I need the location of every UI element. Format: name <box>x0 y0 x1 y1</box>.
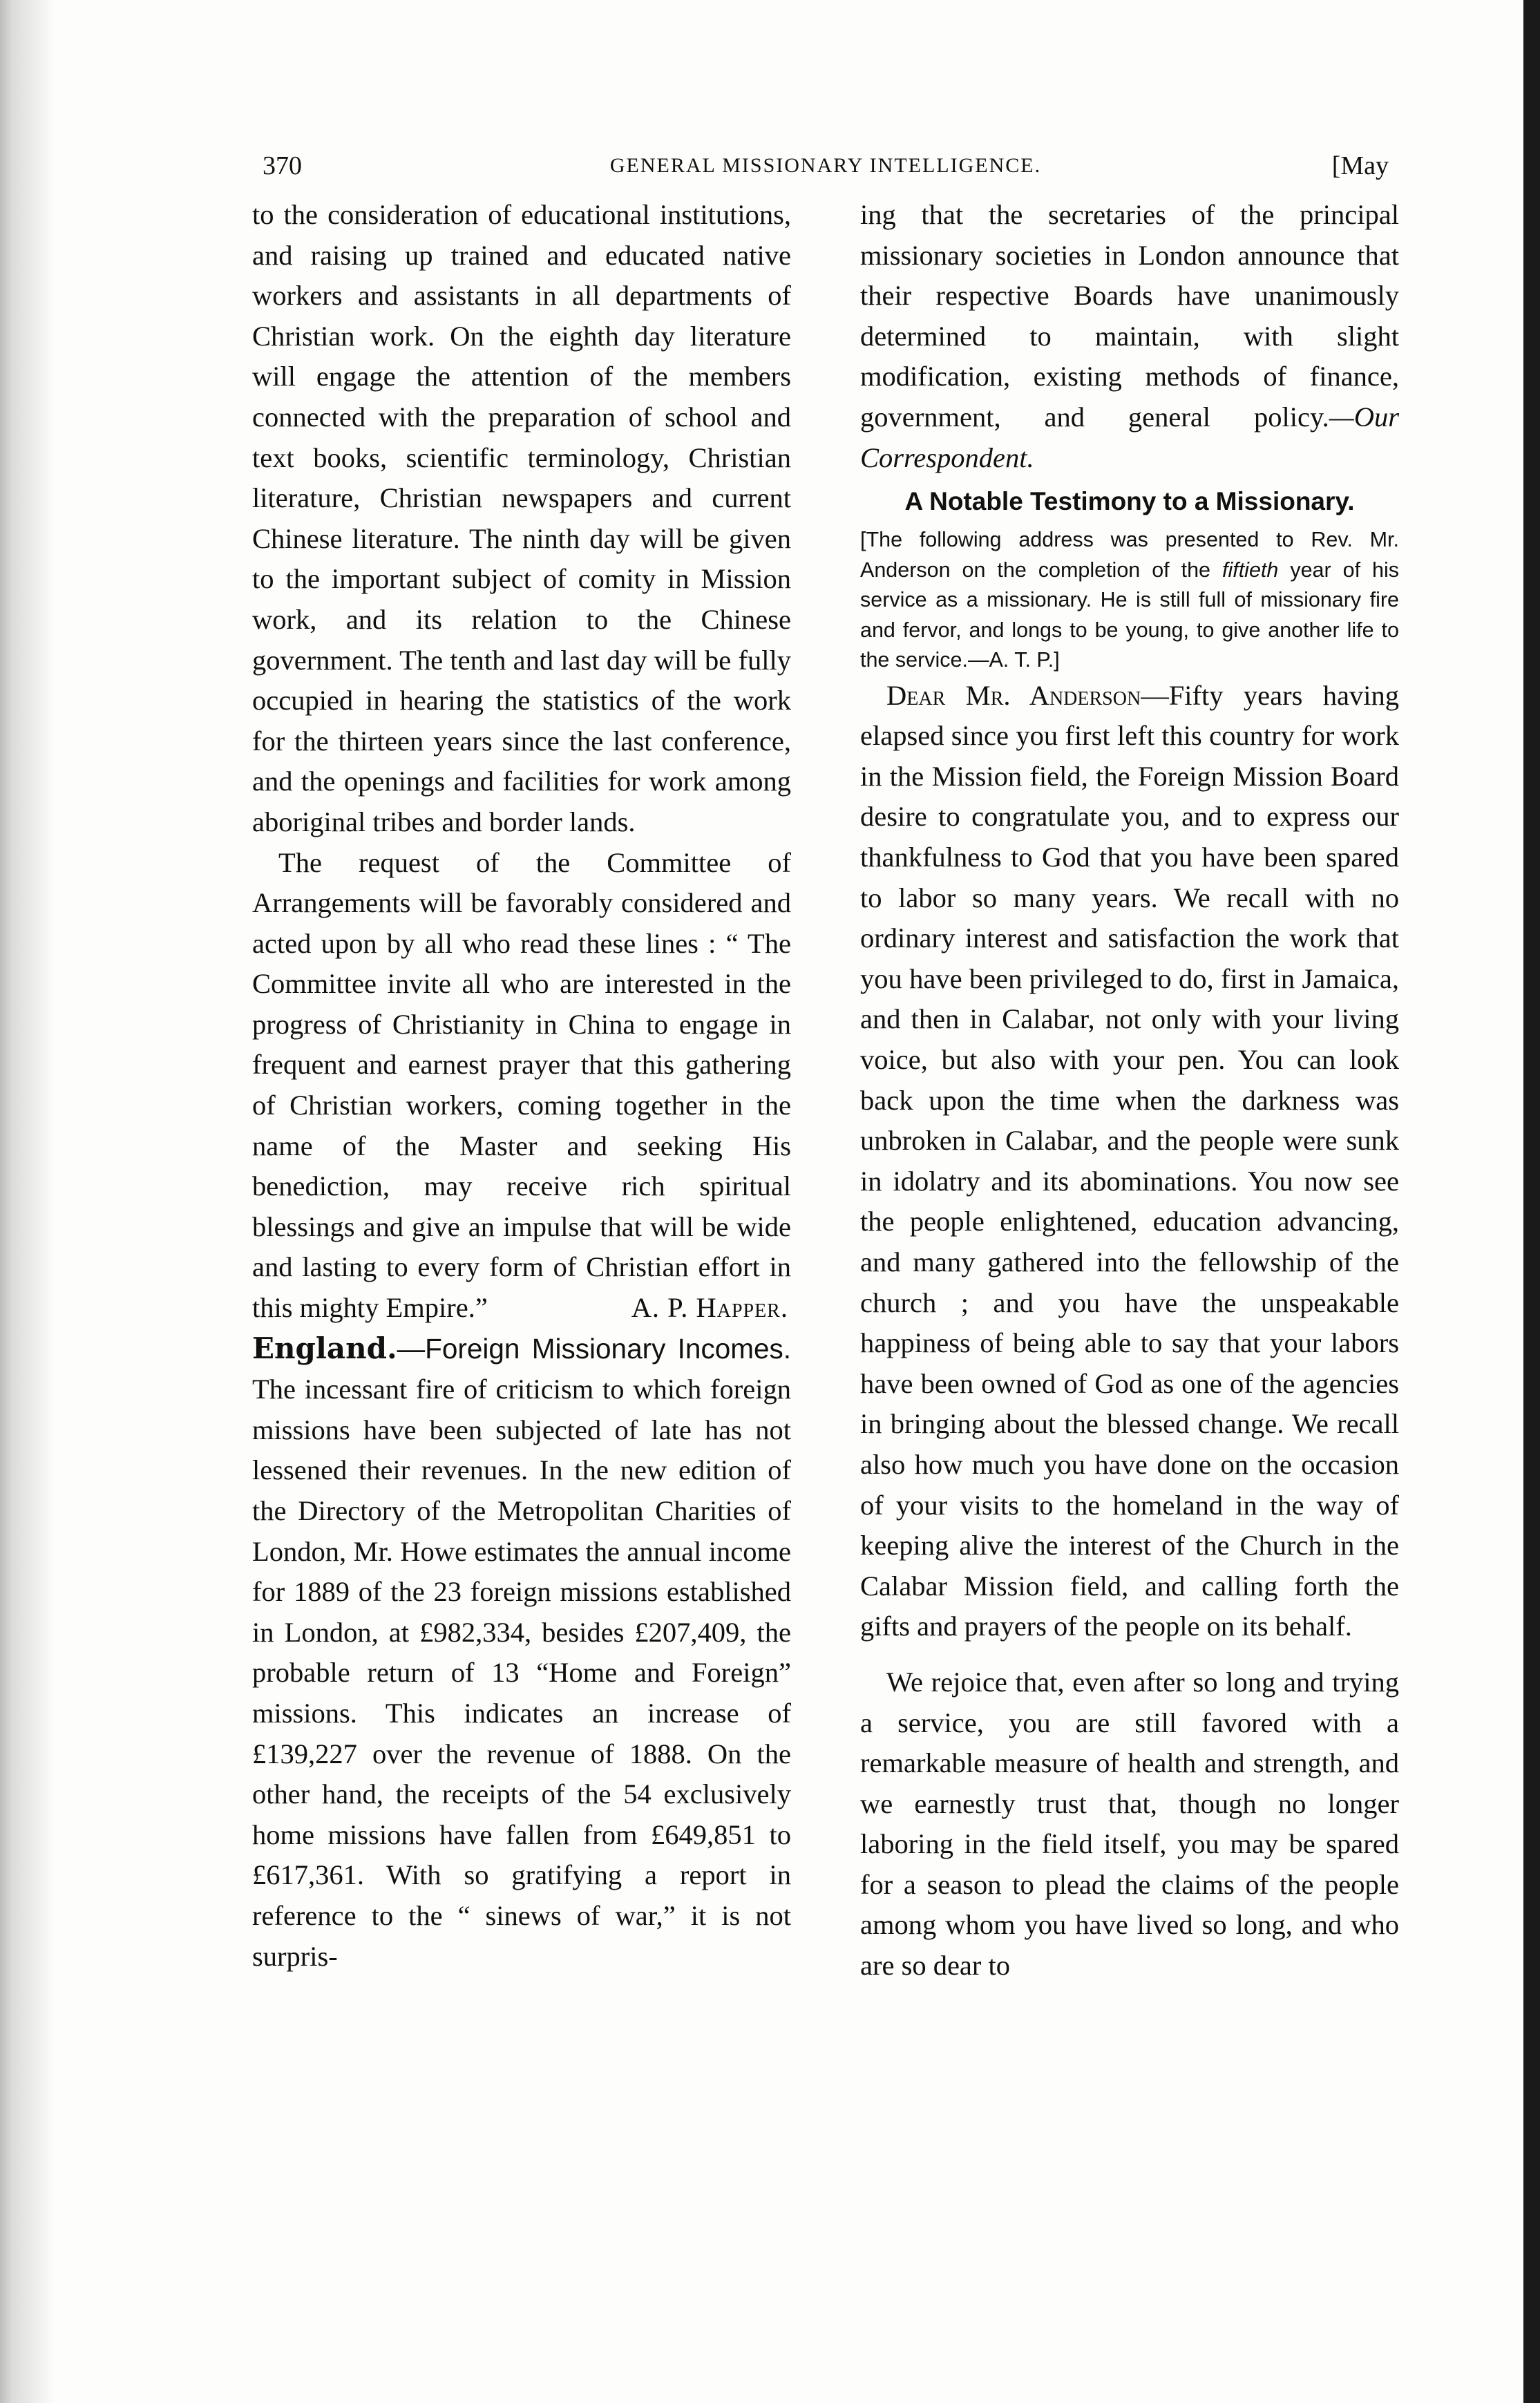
committee-quote: The request of the Committee of Arrangements will be favorably considered and acted upon by all who read these lines : “ The Committee invite all who are interested in the progress of Christianity in China to engage in frequent and earnest prayer that this gathering of Christian workers, coming together in the name of the Master and seeking His benediction, may receive rich spiritual blessings and give an impulse that will be wide and lasting to every form of Christian effort in this mighty Empire.” <box>252 846 791 1324</box>
secretaries-text: ing that the secretaries of the principal missionary societies in London announce that their respective Boards have unanimously determined to maintain, with slight modification, existing methods of finance, government, and general policy. <box>860 199 1399 433</box>
left-column <box>252 195 791 2357</box>
intro-note-emphasis: fiftieth <box>1221 558 1279 582</box>
england-subheading: —Foreign Missionary Incomes. <box>397 1332 791 1365</box>
left-paragraph-2 <box>252 843 791 1329</box>
signature-happer: A. P. Happer. <box>631 1292 788 1324</box>
intro-note <box>860 525 1399 676</box>
left-paragraph-1: to the consideration of educational institutions, and raising up trained and educated native workers and assistants in all departments of Christian work. On the eighth day literature will engage the attention of the members connected with the preparation of school and text books, scientific terminology, Christian literature, Christian newspapers and current Chinese literature. The ninth day will be given to the important subject of comity in Mission work, and its relation to the Chinese government. The tenth and last day will be fully occupied in hearing the statistics of the work for the thirteen years since the last conference, and the openings and facilities for work among aboriginal tribes and border lands. <box>252 199 791 837</box>
running-title: GENERAL MISSIONARY INTELLIGENCE. <box>609 154 1042 177</box>
scan-shadow-left <box>0 0 55 2403</box>
right-column <box>860 195 1399 2357</box>
letter-paragraph-1 <box>860 676 1399 1647</box>
running-month: [May <box>1331 151 1389 180</box>
england-heading: England. <box>252 1331 397 1365</box>
england-body: The incessant fire of criticism to which foreign missions have been subjected of late has not lessened their revenues. In the new edition of the Directory of the Metropolitan Charities of London, Mr. Howe estimates the annual income for 1889 of the 23 foreign missions established in London, at £982,334, besides £207,409, the probable return of 13 “Home and Foreign” missions. This indicates an increase of £139,227 over the revenue of 1888. On the other hand, the receipts of the 54 exclusively home missions have fallen from £649,851 to £617,361. With so gratifying a report in reference to the “ sinews of war,” it is not surpris- <box>252 1374 791 1972</box>
intro-note-part-b: year of his service as a missionary. He is still full of missionary fire and fervor, and longs to be young, to give another life to the service.—A. T. P.] <box>860 558 1399 672</box>
correspondent-credit: —Our Correspondent. <box>860 401 1399 473</box>
letter-body-1: —Fifty years having elapsed since you first left this country for work in the Mission field, the Foreign Mission Board desire to congratulate you, and to express our thankfulness to God that you have been spared to labor so many years. We recall with no ordinary interest and satisfaction the work that you have been privileged to do, first in Jamaica, and then in Calabar, not only with your living voice, but also with your pen. You can look back upon the time when the darkness was unbroken in Calabar, and the people were sunk in idolatry and its abominations. You now see the people enlightened, education advancing, and many gathered into the fellowship of the church ; and you have the unspeakable happiness of being able to say that your labors have been owned of God as one of the agencies in bringing about the blessed change. We recall also how much you have done on the occasion of your visits to the homeland in the way of keeping alive the interest of the Church in the Calabar Mission field, and calling forth the gifts and prayers of the people on its behalf. <box>860 679 1399 1642</box>
section-title: A Notable Testimony to a Missionary. <box>904 487 1355 516</box>
salutation: Dear Mr. Anderson <box>886 679 1141 711</box>
england-paragraph <box>252 1329 791 1977</box>
scan-border-right <box>1523 0 1540 2403</box>
right-paragraph-1 <box>860 195 1399 478</box>
running-header <box>263 142 1389 190</box>
intro-note-part-a: [The following address was presented to Rev. Mr. Anderson on the completion of the <box>860 528 1399 582</box>
letter-paragraph-2: We rejoice that, even after so long and trying a service, you are still favored with a remarkable measure of health and strength, and we earnestly trust that, though no longer laboring in the field itself, you may be spared for a season to plead the claims of the people among whom you have lived so long, and who are so dear to <box>860 1666 1399 1982</box>
page-number: 370 <box>263 151 302 180</box>
